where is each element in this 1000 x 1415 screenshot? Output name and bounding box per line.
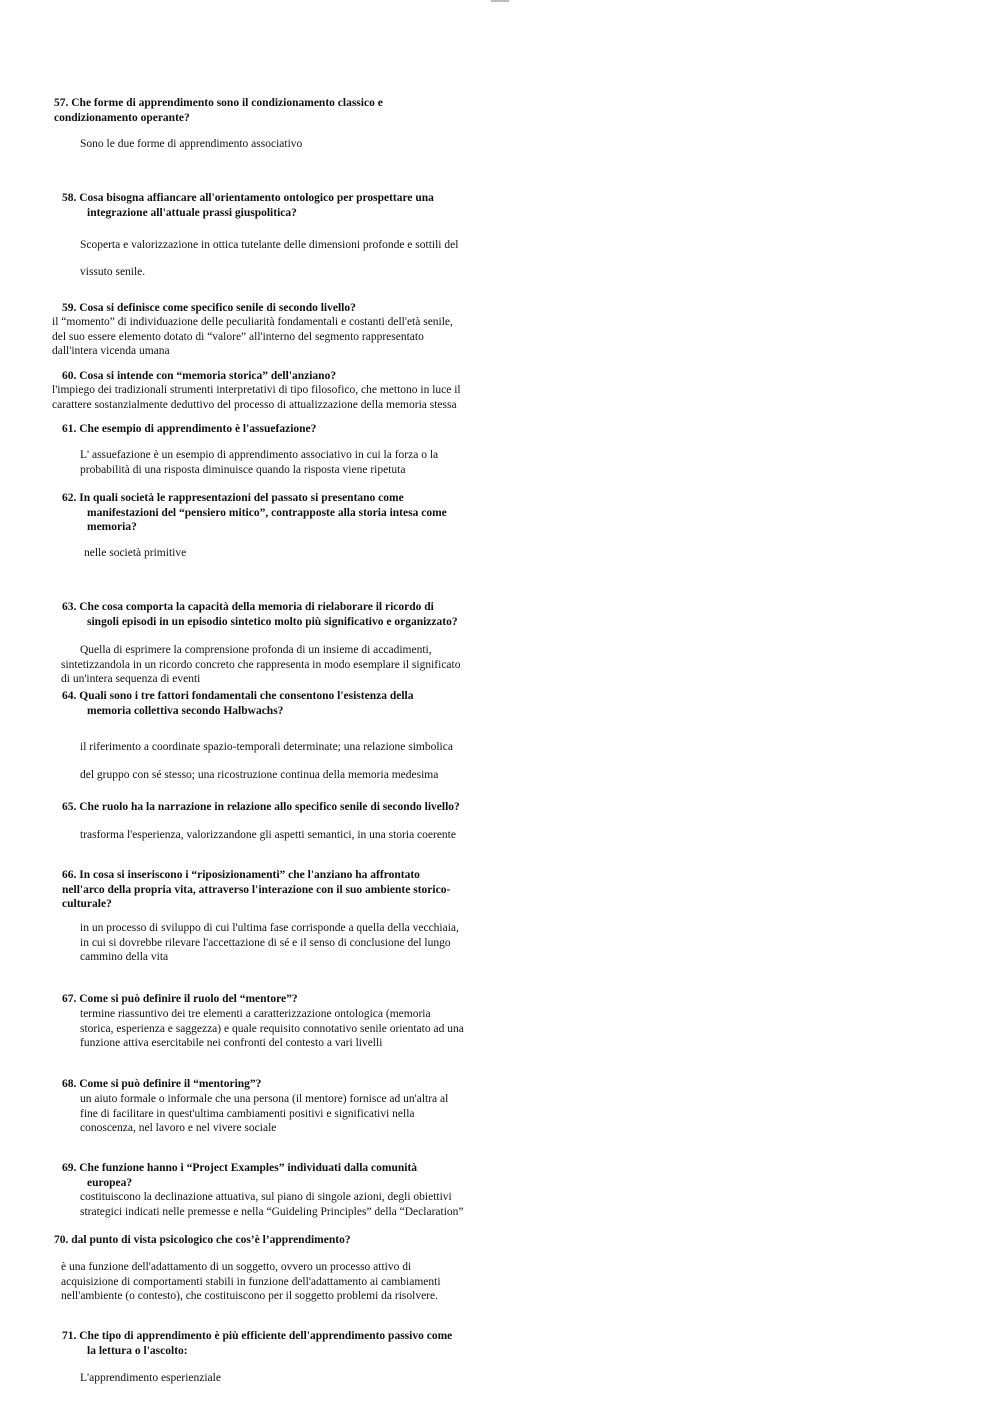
answer-62: nelle società primitive (84, 547, 187, 559)
question-69: 69. Che funzione hanno i “Project Examples” individuati dalla comunità europea? (62, 1162, 418, 1189)
answer-61: L' assuefazione è un esempio di apprendimento associativo in cui la forza o la probabilità di una risposta diminuisce quando la risposta viene ripetuta (80, 449, 439, 476)
page-header-mark (491, 0, 509, 2)
answer-69: costituiscono la declinazione attuativa, sul piano di singole azioni, degli obiettivi strategici indicati nelle premesse e nella “Guideling Principles” della “Declaration” (80, 1191, 464, 1218)
question-67: 67. Come si può definire il ruolo del “mentore”? (62, 993, 298, 1005)
question-57: 57. Che forme di apprendimento sono il condizionamento classico e condizionamento operante? (54, 97, 383, 124)
answer-58: Scoperta e valorizzazione in ottica tutelante delle dimensioni profonde e sottili del vissuto senile. (80, 239, 459, 278)
answer-71: L'apprendimento esperienziale (80, 1372, 221, 1384)
question-68: 68. Come si può definire il “mentoring”? (62, 1078, 262, 1090)
question-61: 61. Che esempio di apprendimento è l'assuefazione? (62, 423, 317, 435)
question-58: 58. Cosa bisogna affiancare all'orientamento ontologico per prospettare una integrazione all'attuale prassi giuspolitica? (62, 192, 434, 219)
question-60: 60. Cosa si intende con “memoria storica” dell'anziano? (62, 370, 337, 382)
answer-59: il “momento” di individuazione delle peculiarità fondamentali e costanti dell'età senile, del suo essere elemento dotato di “valore” all'interno del segmento rappresentato dall'intera vicenda umana (52, 316, 453, 357)
question-65: 65. Che ruolo ha la narrazione in relazione allo specifico senile di secondo livello? (62, 801, 460, 813)
question-62: 62. In quali società le rappresentazioni del passato si presentano come manifestazioni del “pensiero mitico”, contrapposte alla storia intesa come memoria? (62, 492, 447, 533)
answer-68: un aiuto formale o informale che una persona (il mentore) fornisce ad un'altra al fine di facilitare in quest'ultima cambiamenti positivi e significativi nella conoscenza, nel lavoro e nel vivere sociale (80, 1093, 449, 1134)
answer-66: in un processo di sviluppo di cui l'ultima fase corrisponde a quella della vecchiaia, in cui si dovrebbe rilevare l'accettazione di sé e il senso di conclusione del lungo cammino della vita (80, 922, 459, 963)
question-59: 59. Cosa si definisce come specifico senile di secondo livello? (62, 302, 356, 314)
answer-57: Sono le due forme di apprendimento associativo (80, 138, 303, 150)
answer-63: Quella di esprimere la comprensione profonda di un insieme di accadimenti, sintetizzandola in un ricordo concreto che rappresenta in modo esemplare il significato di un'intera sequenza di eventi (61, 644, 461, 685)
answer-70: è una funzione dell'adattamento di un soggetto, ovvero un processo attivo di acquisizione di comportamenti stabili in funzione dell'adattamento ai cambiamenti nell'ambiente (o contesto), che costituiscono per il soggetto problemi da risolvere. (61, 1261, 441, 1302)
answer-64: il riferimento a coordinate spazio-temporali determinate; una relazione simbolica del gruppo con sé stesso; una ricostruzione continua della memoria medesima (80, 741, 453, 781)
question-70: 70. dal punto di vista psicologico che cos’è l’apprendimento? (54, 1234, 351, 1246)
answer-67: termine riassuntivo dei tre elementi a caratterizzazione ontologica (memoria storica, esperienza e saggezza) e quale requisito connotativo senile orientato ad una funzione attiva esercitabile nei confronti del contesto a vari livelli (80, 1008, 464, 1049)
question-66: 66. In cosa si inseriscono i “riposizionamenti” che l'anziano ha affrontato nell'arco della propria vita, attraverso l'interazione con il suo ambiente storico- culturale? (62, 869, 451, 910)
question-63: 63. Che cosa comporta la capacità della memoria di rielaborare il ricordo di singoli episodi in un episodio sintetico molto più significativo e organizzato? (62, 601, 458, 628)
answer-65: trasforma l'esperienza, valorizzandone gli aspetti semantici, in una storia coerente (80, 829, 456, 841)
answer-60: l'impiego dei tradizionali strumenti interpretativi di tipo filosofico, che mettono in luce il carattere sostanzialmente deduttivo del processo di attualizzazione della memoria stessa (52, 384, 461, 411)
question-71: 71. Che tipo di apprendimento è più efficiente dell'apprendimento passivo come la lettura o l'ascolto: (62, 1330, 453, 1357)
question-64: 64. Quali sono i tre fattori fondamentali che consentono l'esistenza della memoria collettiva secondo Halbwachs? (62, 690, 414, 717)
